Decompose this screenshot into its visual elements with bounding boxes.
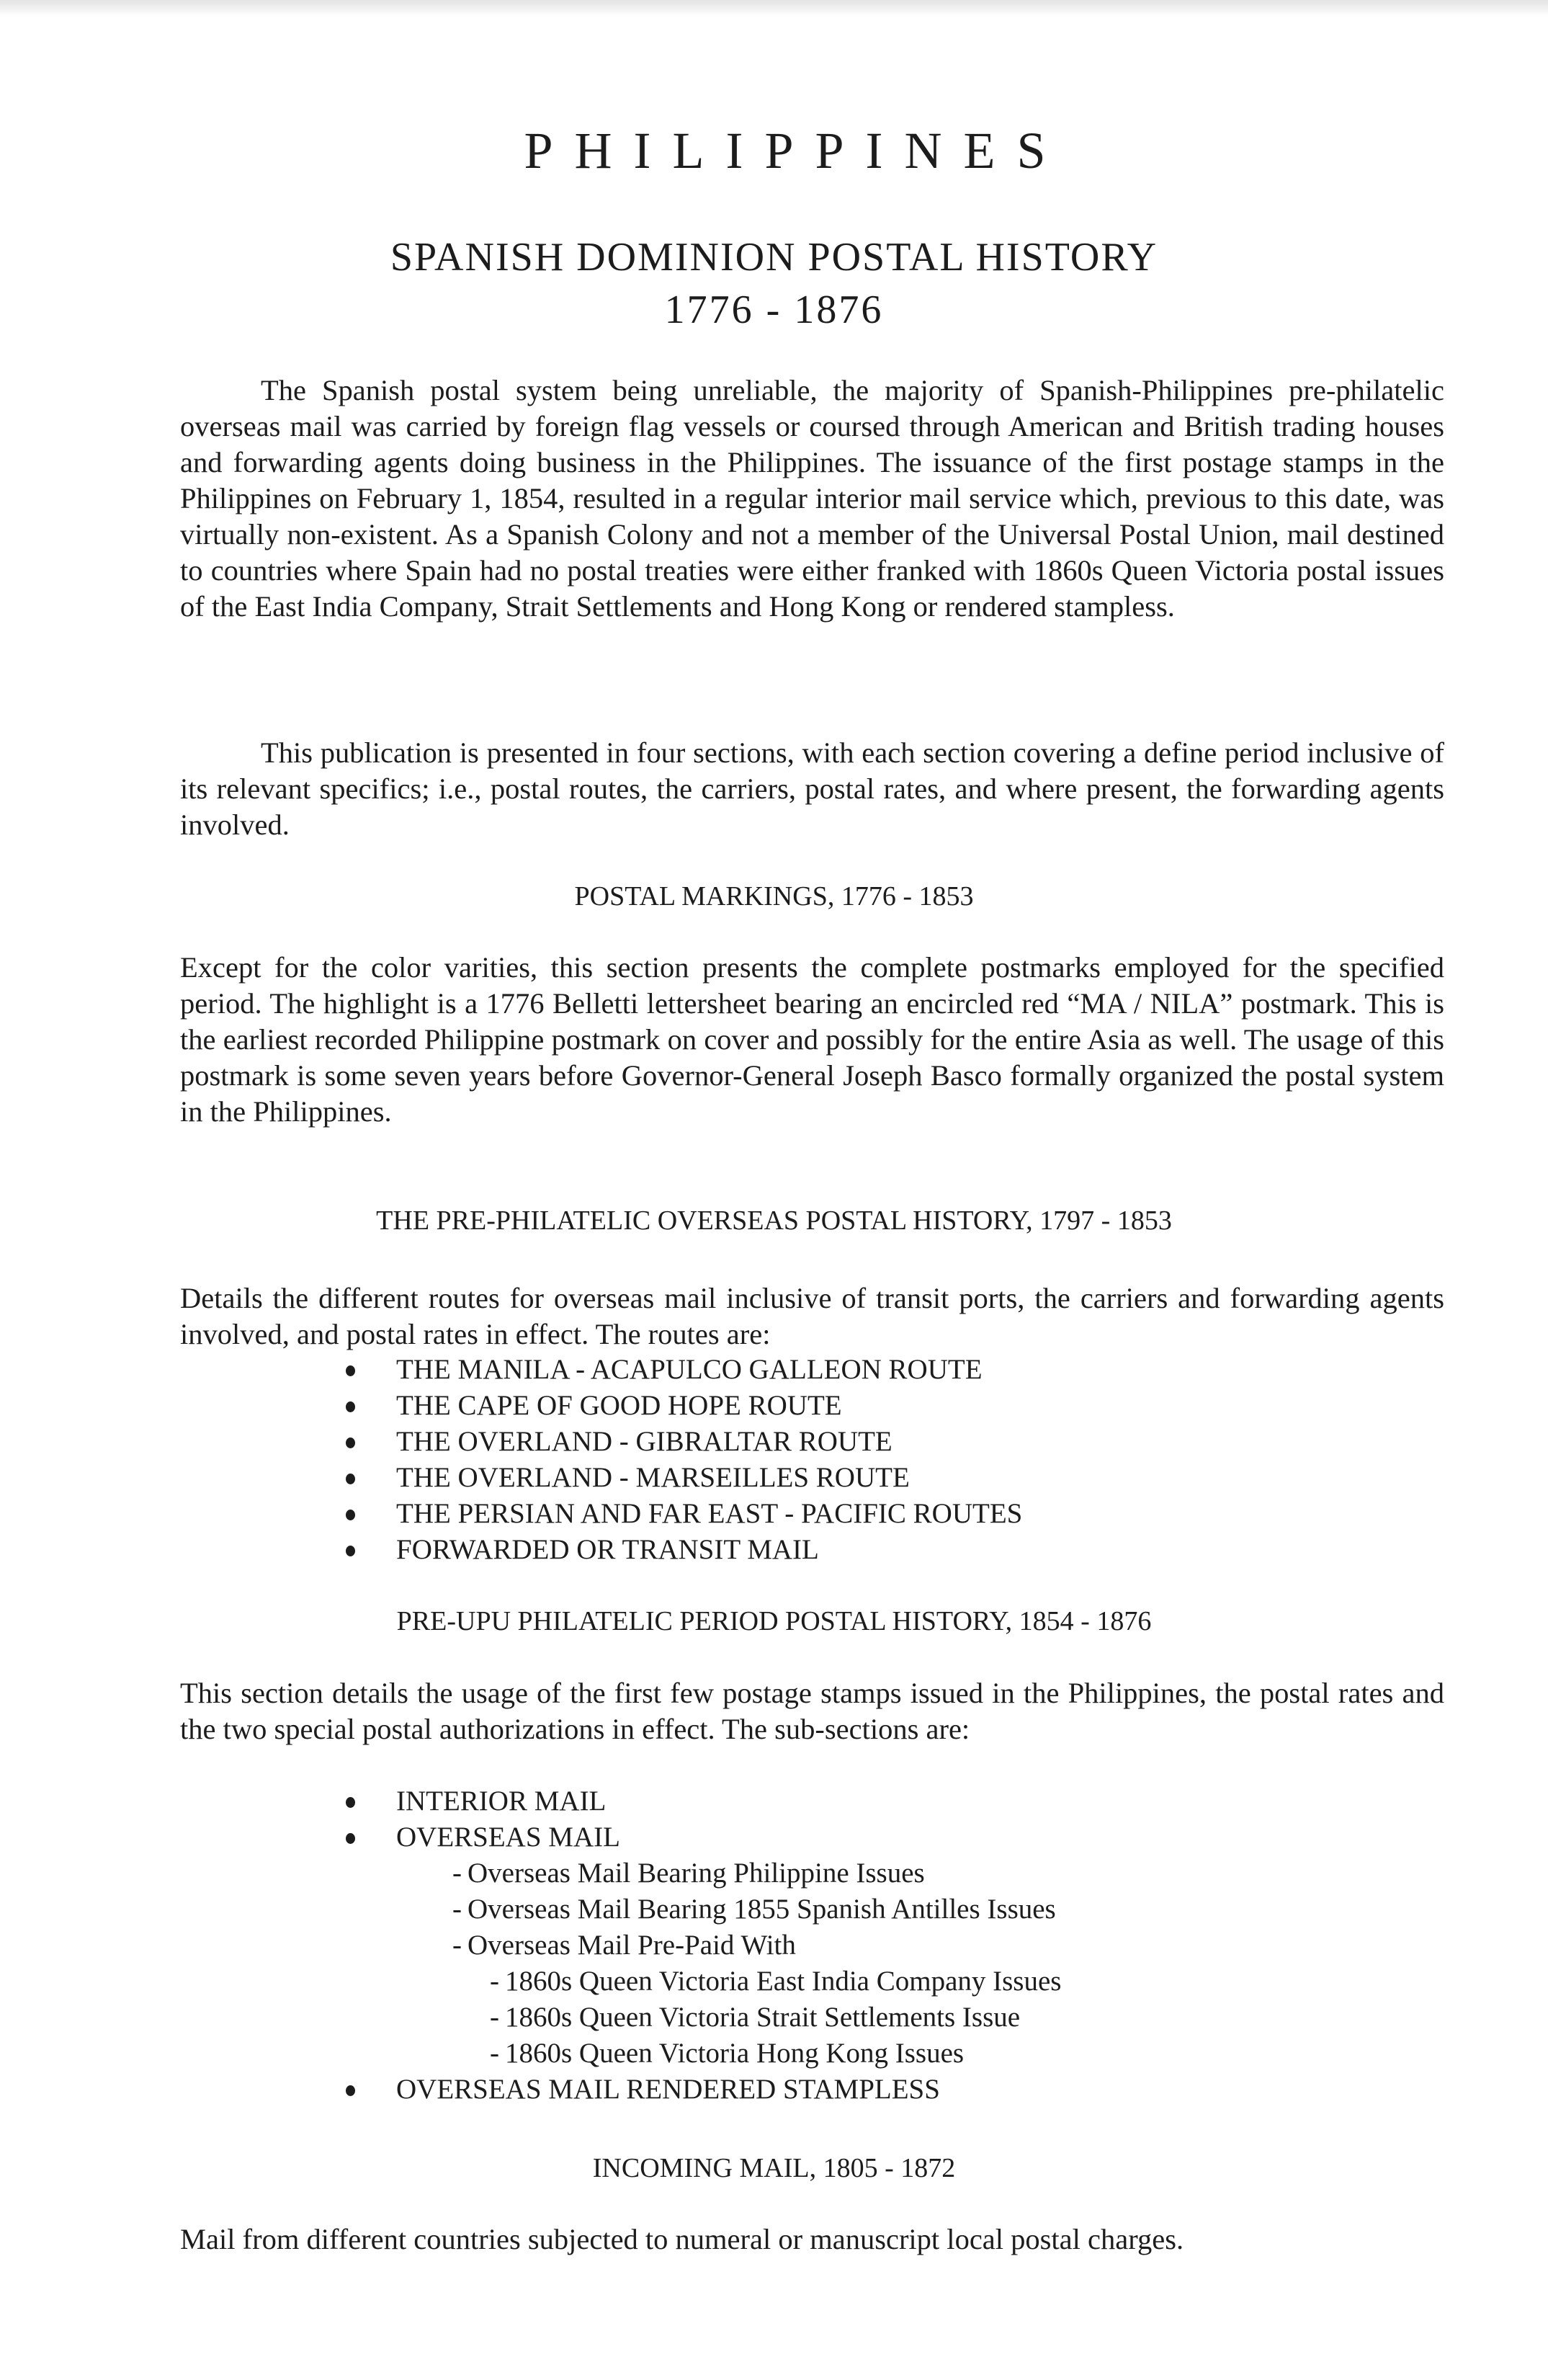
list-item-label: THE OVERLAND - GIBRALTAR ROUTE: [396, 1426, 892, 1457]
list-item-label: THE OVERLAND - MARSEILLES ROUTE: [396, 1462, 910, 1493]
dash-icon: -: [490, 1966, 499, 1997]
bullet-icon: [346, 1365, 355, 1376]
list-item-label: FORWARDED OR TRANSIT MAIL: [396, 1534, 819, 1565]
bullet-icon: [346, 1438, 355, 1448]
routes-list: [346, 1352, 1022, 1568]
bullet-icon: [346, 1833, 355, 1844]
section-text-pre-upu: This section details the usage of the first few postage stamps issued in the Philippines, the postal rates and the two special postal authorizations in effect. The sub-sections are:: [180, 1677, 1444, 1745]
sub-list-item: [452, 1927, 1061, 1964]
list-item-label: OVERSEAS MAIL RENDERED STAMPLESS: [396, 2074, 940, 2105]
sub-list-item-label: Overseas Mail Bearing Philippine Issues: [467, 1858, 925, 1889]
bullet-icon: [346, 1401, 355, 1412]
sub-list-item-label: Overseas Mail Pre-Paid With: [467, 1930, 796, 1961]
document-subtitle: SPANISH DOMINION POSTAL HISTORY: [390, 235, 1158, 280]
section-text-pre-philatelic: Details the different routes for overseas mail inclusive of transit ports, the carriers and forwarding agents involved, and postal rates in effect. The routes are:: [180, 1282, 1444, 1350]
intro-paragraph-1: The Spanish postal system being unreliable, the majority of Spanish-Philippines pre-philatelic overseas mail was carried by foreign flag vessels or coursed through American and British trading houses and forwarding agents doing business in the Philippines. The issuance of the first postage stamps in the Philippines on February 1, 1854, resulted in a regular interior mail service which, previous to this date, was virtually non-existent. As a Spanish Colony and not a member of the Universal Postal Union, mail destined to countries where Spain had no postal treaties were either franked with 1860s Queen Victoria postal issues of the East India Company, Strait Settlements and Hong Kong or rendered stampless.: [180, 374, 1444, 623]
list-item: [346, 1819, 1061, 1855]
list-item: [346, 1424, 1022, 1460]
bullet-icon: [346, 1797, 355, 1808]
section-text-incoming-mail: Mail from different countries subjected to numeral or manuscript local postal charges.: [180, 2223, 1184, 2255]
bullet-icon: [346, 1474, 355, 1484]
sub-list-item: [452, 1855, 1061, 1891]
list-item: [346, 1460, 1022, 1496]
bullet-icon: [346, 1546, 355, 1556]
list-item-label: THE CAPE OF GOOD HOPE ROUTE: [396, 1390, 842, 1421]
list-item: [346, 1352, 1022, 1388]
list-item: [346, 1496, 1022, 1532]
bullet-icon: [346, 2085, 355, 2096]
list-item: [346, 1532, 1022, 1568]
list-item-label: THE MANILA - ACAPULCO GALLEON ROUTE: [396, 1354, 983, 1385]
dash-icon: -: [452, 1858, 462, 1889]
list-item: [346, 1783, 1061, 1819]
list-item-label: OVERSEAS MAIL: [396, 1822, 620, 1853]
sub-list-item-label: Overseas Mail Bearing 1855 Spanish Antilles Issues: [467, 1894, 1056, 1925]
section-text-postal-markings: Except for the color varities, this section presents the complete postmarks employed for the specified period. The highlight is a 1776 Belletti lettersheet bearing an encircled red “MA / NILA” postmark. This is the earliest recorded Philippine postmark on cover and possibly for the entire Asia as well. The usage of this postmark is some seven years before Governor-General Joseph Basco formally organized the postal system in the Philippines.: [180, 951, 1444, 1128]
list-item-label: INTERIOR MAIL: [396, 1786, 607, 1817]
document-title: PHILIPPINES: [524, 122, 1068, 179]
list-item: [346, 2072, 1061, 2108]
sub-list-item: [452, 1891, 1061, 1927]
scan-edge-shadow: [0, 0, 1548, 16]
dash-icon: -: [490, 2002, 499, 2033]
document-years: 1776 - 1876: [664, 288, 884, 332]
section-heading-pre-philatelic: THE PRE-PHILATELIC OVERSEAS POSTAL HISTORY, 1797 - 1853: [376, 1205, 1172, 1236]
bullet-icon: [346, 1510, 355, 1520]
list-item-label: THE PERSIAN AND FAR EAST - PACIFIC ROUTES: [396, 1498, 1023, 1529]
intro-paragraph-2: This publication is presented in four sections, with each section covering a define period inclusive of its relevant specifics; i.e., postal routes, the carriers, postal rates, and where present, the forwarding agents involved.: [180, 736, 1444, 841]
sub-sub-list-item-label: 1860s Queen Victoria East India Company Issues: [505, 1966, 1062, 1997]
section-heading-pre-upu: PRE-UPU PHILATELIC PERIOD POSTAL HISTORY, 1854 - 1876: [396, 1606, 1152, 1636]
sub-sub-list-item: [490, 1964, 1061, 2000]
section-heading-postal-markings: POSTAL MARKINGS, 1776 - 1853: [574, 881, 974, 912]
sub-sub-list-item: [490, 2036, 1061, 2072]
dash-icon: -: [452, 1930, 462, 1961]
sub-sub-list-item: [490, 2000, 1061, 2036]
list-item: [346, 1388, 1022, 1424]
dash-icon: -: [490, 2038, 499, 2069]
section-heading-incoming-mail: INCOMING MAIL, 1805 - 1872: [592, 2153, 956, 2183]
dash-icon: -: [452, 1894, 462, 1925]
sub-sub-list-item-label: 1860s Queen Victoria Strait Settlements Issue: [505, 2002, 1021, 2033]
sub-sub-list-item-label: 1860s Queen Victoria Hong Kong Issues: [505, 2038, 965, 2069]
subsections-list: [346, 1783, 1061, 2108]
